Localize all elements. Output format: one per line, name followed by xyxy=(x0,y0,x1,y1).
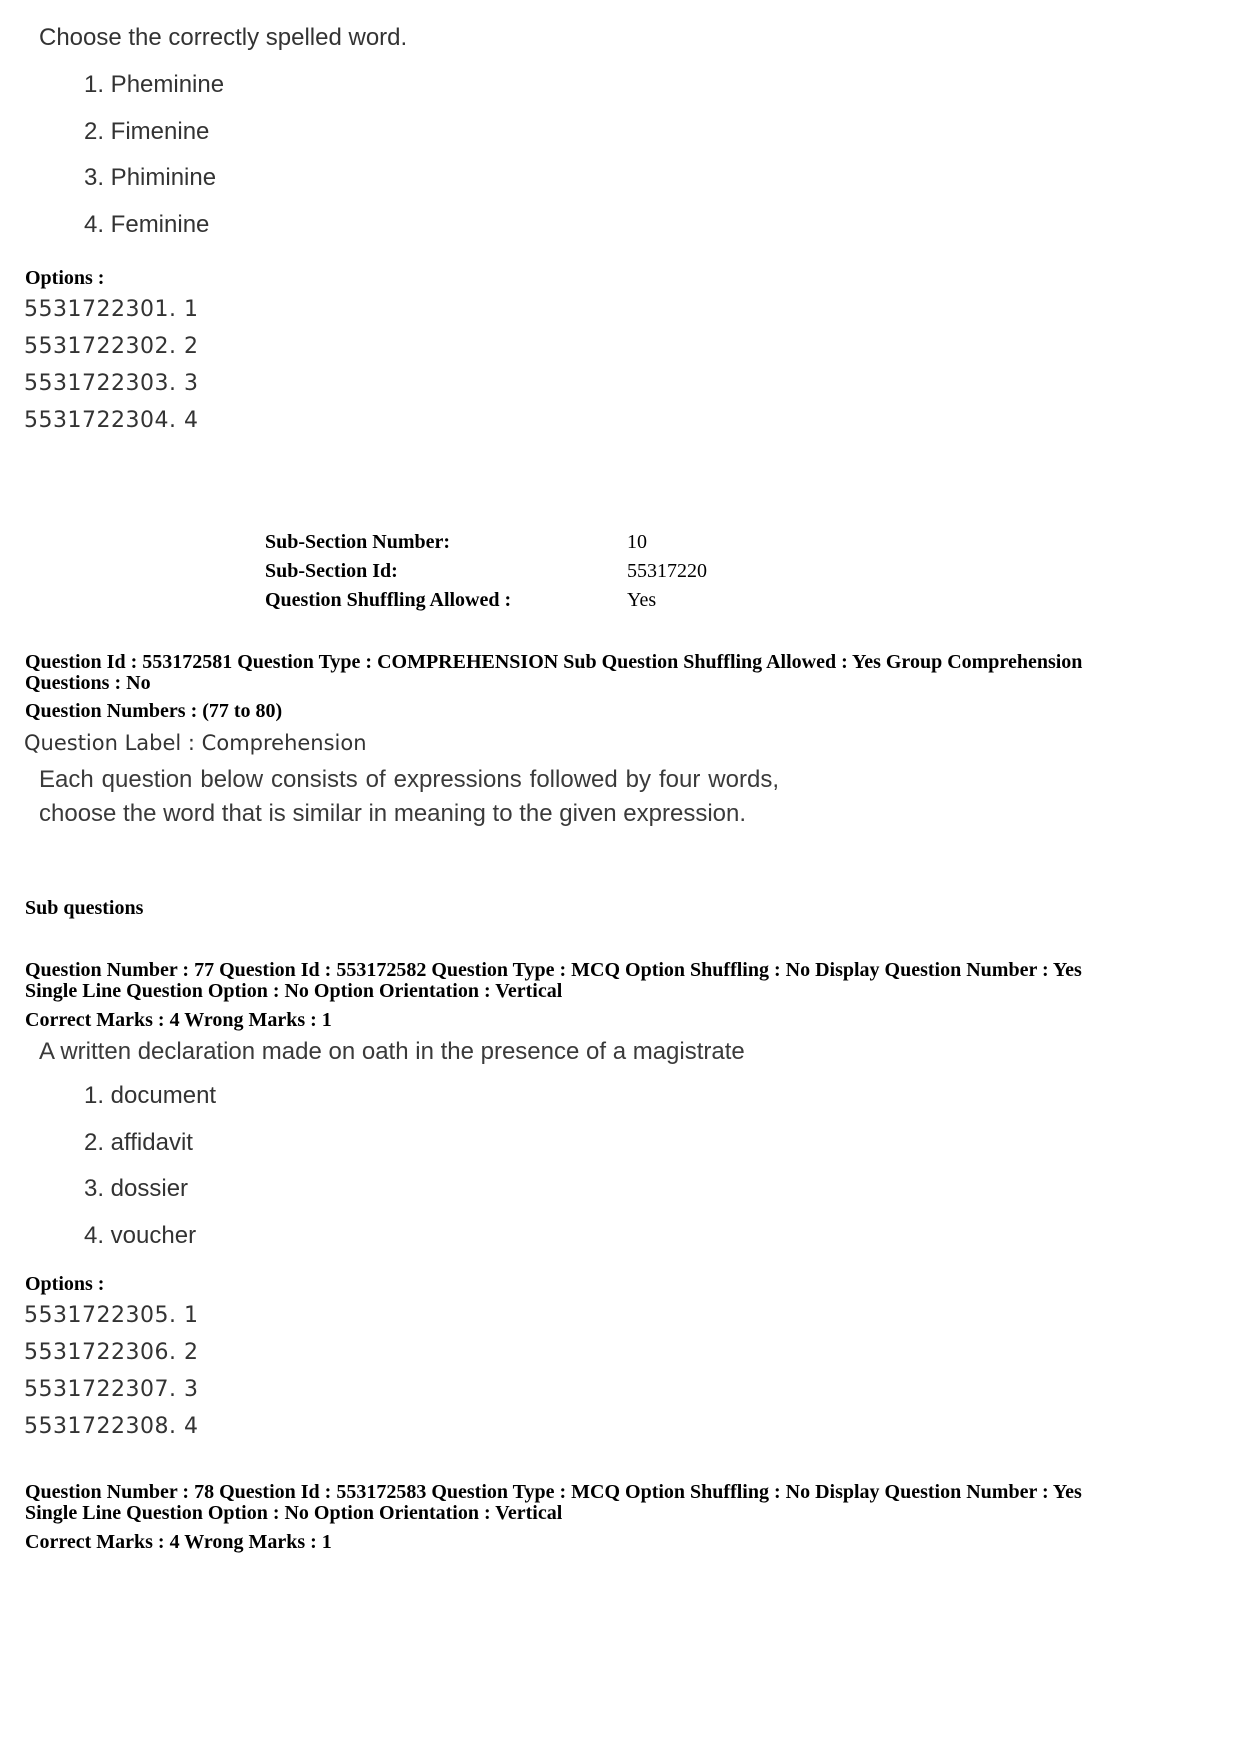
option-id: 5531722303. 3 xyxy=(24,371,199,396)
comprehension-passage: Each question below consists of expressions followed by four words, choose the word that is similar in meaning to the given expression. xyxy=(39,766,779,827)
q77-option-ids xyxy=(24,1297,198,1445)
q76-options-label: Options : xyxy=(25,267,105,289)
subsection-value: 55317220 xyxy=(627,560,707,582)
subsection-row xyxy=(265,557,865,586)
q77-header-line1: Question Number : 77 Question Id : 553172582 Question Type : MCQ Option Shuffling : No Display Question Number : Yes xyxy=(25,959,1082,981)
q76-choice-list xyxy=(84,62,224,248)
q77-choice: 4. voucher xyxy=(84,1221,197,1249)
comprehension-header-line2: Questions : No xyxy=(25,672,151,694)
subsection-key: Question Shuffling Allowed : xyxy=(265,589,512,611)
q77-choice: 2. affidavit xyxy=(84,1128,193,1156)
option-id: 5531722302. 2 xyxy=(24,334,199,359)
q77-choice: 3. dossier xyxy=(84,1175,189,1202)
q77-choice: 1. document xyxy=(84,1082,217,1109)
subsection-row xyxy=(265,528,865,557)
option-id: 5531722307. 3 xyxy=(24,1377,199,1402)
q76-choice: 2. Fimenine xyxy=(84,117,210,145)
subsection-key: Sub-Section Id: xyxy=(265,560,398,582)
option-id: 5531722304. 4 xyxy=(24,408,199,433)
subsection-table xyxy=(265,528,865,615)
q76-choice: 3. Phiminine xyxy=(84,164,217,191)
q78-header-line2: Single Line Question Option : No Option Orientation : Vertical xyxy=(25,1502,563,1524)
option-id: 5531722308. 4 xyxy=(24,1414,199,1439)
option-id: 5531722301. 1 xyxy=(24,297,199,322)
option-id: 5531722305. 1 xyxy=(24,1303,199,1328)
q77-choice-list xyxy=(84,1073,216,1259)
question-label: Question Label : Comprehension xyxy=(24,731,367,755)
question-numbers: Question Numbers : (77 to 80) xyxy=(25,700,283,722)
subsection-key: Sub-Section Number: xyxy=(265,531,451,553)
q77-marks: Correct Marks : 4 Wrong Marks : 1 xyxy=(25,1009,332,1031)
sub-questions-heading: Sub questions xyxy=(25,897,144,919)
comprehension-header-line1: Question Id : 553172581 Question Type : COMPREHENSION Sub Question Shuffling Allowed : Yes Group Comprehension xyxy=(25,651,1083,673)
q77-stem: A written declaration made on oath in the presence of a magistrate xyxy=(39,1038,745,1065)
q77-options-label: Options : xyxy=(25,1273,105,1295)
q76-stem: Choose the correctly spelled word. xyxy=(39,24,408,51)
subsection-value: Yes xyxy=(627,589,657,611)
q76-option-ids xyxy=(24,291,198,439)
subsection-row xyxy=(265,586,865,615)
q76-choice: 4. Feminine xyxy=(84,210,210,238)
q78-marks: Correct Marks : 4 Wrong Marks : 1 xyxy=(25,1531,332,1553)
subsection-value: 10 xyxy=(627,531,647,553)
q76-choice: 1. Pheminine xyxy=(84,71,225,98)
q77-header-line2: Single Line Question Option : No Option Orientation : Vertical xyxy=(25,980,563,1002)
q78-header-line1: Question Number : 78 Question Id : 553172583 Question Type : MCQ Option Shuffling : No Display Question Number : Yes xyxy=(25,1481,1082,1503)
option-id: 5531722306. 2 xyxy=(24,1340,199,1365)
